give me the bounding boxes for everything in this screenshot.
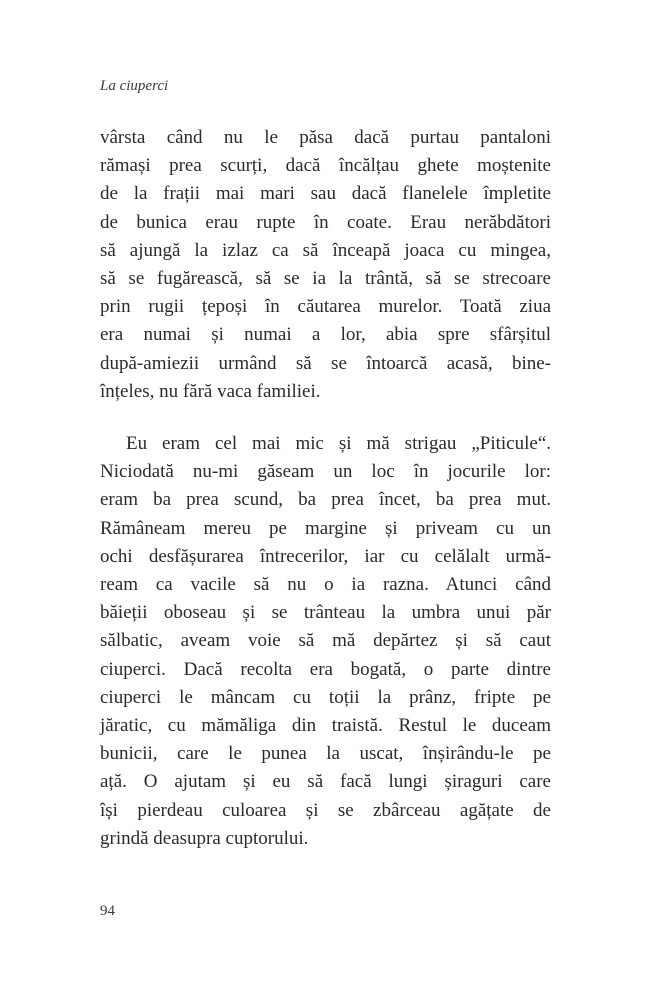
text-line: prin rugii țepoși în căutarea murelor. Toată ziua bbox=[100, 296, 551, 318]
text-line: după-amiezii urmând să se întoarcă acasă, bine- bbox=[100, 352, 551, 374]
text-line: rămași prea scurți, dacă încălțau ghete moștenite bbox=[100, 155, 551, 177]
text-line: Eu eram cel mai mic și mă strigau „Piticule“. bbox=[126, 433, 551, 454]
text-line: înțeles, nu fără vaca familiei. bbox=[100, 380, 321, 402]
text-line: băieții oboseau și se trânteau la umbra unui păr bbox=[100, 602, 551, 624]
paragraph-1 bbox=[100, 124, 551, 406]
text-line: Rămâneam mereu pe margine și priveam cu un bbox=[100, 517, 551, 539]
text-line: grindă deasupra cuptorului. bbox=[100, 827, 309, 849]
text-line: sălbatic, aveam voie să mă depărtez și să caut bbox=[100, 630, 551, 652]
text-line: eram ba prea scund, ba prea încet, ba prea mut. bbox=[100, 489, 551, 511]
paragraph-2 bbox=[100, 430, 551, 853]
text-line: să ajungă la izlaz ca să înceapă joaca cu mingea, bbox=[100, 239, 551, 261]
text-line: ream ca vacile să nu o ia razna. Atunci când bbox=[100, 574, 551, 596]
text-line: să se fugărească, să se ia la trântă, să se strecoare bbox=[100, 268, 551, 290]
text-line: își pierdeau culoarea și se zbârceau agățate de bbox=[100, 799, 551, 821]
running-head: La ciuperci bbox=[100, 78, 169, 94]
text-line: de bunica erau rupte în coate. Erau nerăbdători bbox=[100, 211, 551, 233]
text-line: Niciodată nu-mi găseam un loc în jocurile lor: bbox=[100, 461, 551, 483]
text-line: ciuperci. Dacă recolta era bogată, o parte dintre bbox=[100, 658, 551, 680]
text-line: era numai și numai a lor, abia spre sfârșitul bbox=[100, 324, 551, 346]
page-number: 94 bbox=[100, 903, 115, 919]
text-line: ciuperci le mâncam cu toții la prânz, fripte pe bbox=[100, 686, 551, 708]
text-line: jăratic, cu mămăliga din traistă. Restul le duceam bbox=[100, 715, 551, 737]
text-line: de la frații mai mari sau dacă flanelele împletite bbox=[100, 183, 551, 205]
text-line: ochi desfășurarea întrecerilor, iar cu celălalt urmă- bbox=[100, 545, 551, 567]
text-line: bunicii, care le punea la uscat, înșirându-le pe bbox=[100, 743, 551, 765]
text-line: ață. O ajutam și eu să facă lungi șiraguri care bbox=[100, 771, 551, 793]
text-line: vârsta când nu le păsa dacă purtau pantaloni bbox=[100, 127, 551, 148]
